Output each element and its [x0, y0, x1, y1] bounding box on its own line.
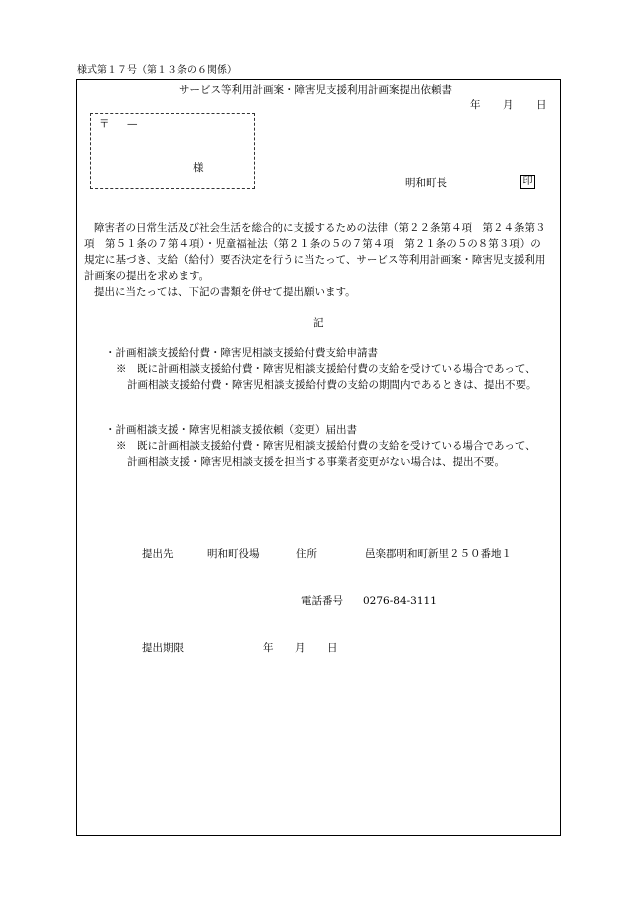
deadline-month: 月: [295, 642, 306, 654]
item-2-note-1: ※ 既に計画相談支援給付費・障害児相談支援給付費の支給を受けている場合であって、: [116, 440, 536, 452]
date-year: 年: [470, 99, 481, 111]
phone-label: 電話番号: [301, 595, 343, 607]
address-label: 住所: [296, 548, 317, 560]
seal-mark: 印: [520, 175, 535, 189]
date-day: 日: [536, 99, 547, 111]
item-1-note-1: ※ 既に計画相談支援給付費・障害児相談支援給付費の支給を受けている場合であって、: [116, 363, 536, 375]
form-number: 様式第１７号（第１３条の６関係）: [77, 65, 237, 76]
addressee-box: [90, 113, 255, 189]
item-2-title: ・計画相談支援・障害児相談支援依頼（変更）届出書: [105, 424, 357, 436]
submit-to-value: 明和町役場: [207, 548, 260, 560]
deadline-year: 年: [263, 642, 274, 654]
phone-value: 0276-84-3111: [363, 595, 437, 607]
body-line-5: 提出に当たっては、下記の書類を併せて提出願います。: [94, 286, 356, 298]
postal-dash: —: [127, 118, 138, 130]
deadline-day: 日: [327, 642, 338, 654]
document-title: サービス等利用計画案・障害児支援利用計画案提出依頼書: [179, 84, 452, 96]
date-month: 月: [503, 99, 514, 111]
item-1-title: ・計画相談支援給付費・障害児相談支援給付費支給申請書: [105, 347, 378, 359]
issuer-name: 明和町長: [405, 177, 447, 189]
body-line-4: 計画案の提出を求めます。: [84, 270, 210, 282]
body-line-2: 項 第５１条の７第４項）・児童福祉法（第２１条の５の７第４項 第２１条の５の８第３項）の: [84, 238, 541, 250]
item-1-note-2: 計画相談支援給付費・障害児相談支援給付費の支給の期間内であるときは、提出不要。: [127, 379, 537, 391]
item-2-note-2: 計画相談支援・障害児相談支援を担当する事業者変更がない場合は、提出不要。: [127, 456, 505, 468]
body-line-1: 障害者の日常生活及び社会生活を総合的に支援するための法律（第２２条第４項 第２４条第３: [94, 222, 546, 234]
submit-to-label: 提出先: [142, 548, 174, 560]
postal-mark: 〒: [99, 118, 110, 130]
body-line-3: 規定に基づき、支給（給付）要否決定を行うに当たって、サービス等利用計画案・障害児支援利用: [84, 254, 546, 266]
ki-heading: 記: [313, 317, 324, 329]
deadline-label: 提出期限: [142, 642, 184, 654]
address-value: 邑楽郡明和町新里２５０番地１: [365, 548, 512, 560]
honorific-sama: 様: [193, 162, 204, 174]
